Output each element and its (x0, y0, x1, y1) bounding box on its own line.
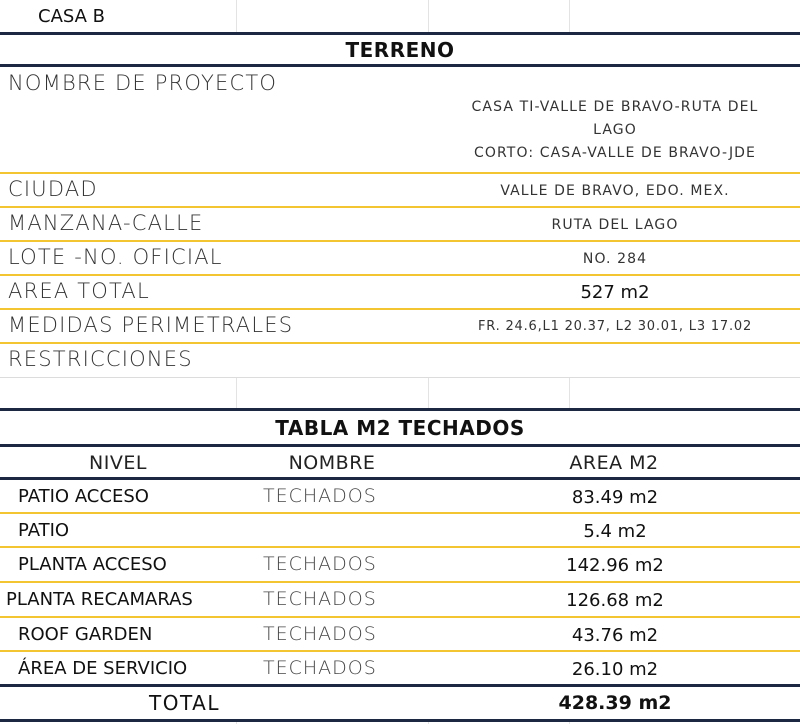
casa-row (0, 0, 800, 34)
terreno-label: NOMBRE DE PROYECTO (8, 71, 278, 95)
terreno-label: CIUDAD (8, 177, 98, 201)
terreno-heading-row (0, 35, 800, 67)
area-cell: 43.76 m2 (571, 625, 659, 646)
terreno-label: RESTRICCIONES (8, 347, 193, 371)
terreno-value-line: CASA TI-VALLE DE BRAVO-RUTA DEL (471, 99, 759, 115)
table-row (0, 514, 800, 548)
terreno-value-line: LAGO (593, 122, 637, 138)
terreno-row-area (0, 276, 800, 310)
total-row (0, 687, 800, 722)
column-header-nombre: NOMBRE (288, 452, 376, 474)
terreno-value: 527 m2 (580, 282, 650, 303)
casa-label: CASA B (38, 6, 106, 27)
total-value: 428.39 m2 (558, 692, 672, 714)
terreno-row-ciudad (0, 174, 800, 208)
table-row (0, 548, 800, 583)
techados-header-row (0, 447, 800, 480)
terreno-row-proyecto (0, 67, 800, 174)
column-header-nivel: NIVEL (89, 452, 147, 474)
area-cell: 5.4 m2 (583, 521, 647, 542)
nivel-cell: PATIO (18, 520, 70, 541)
terreno-row-medidas (0, 310, 800, 344)
terreno-title: TERRENO (345, 38, 455, 62)
area-cell: 126.68 m2 (566, 590, 664, 611)
nivel-cell: ROOF GARDEN (18, 624, 153, 645)
area-cell: 83.49 m2 (571, 487, 659, 508)
terreno-value-line: CORTO: CASA-VALLE DE BRAVO-JDE (474, 145, 756, 161)
terreno-label: MEDIDAS PERIMETRALES (8, 313, 294, 337)
column-header-area: AREA M2 (569, 452, 659, 474)
nombre-cell: TECHADOS (263, 657, 377, 679)
area-cell: 142.96 m2 (566, 555, 664, 576)
terreno-value: VALLE DE BRAVO, EDO. MEX. (500, 183, 730, 199)
terreno-value: NO. 284 (582, 251, 648, 267)
nivel-cell: PLANTA RECAMARAS (6, 589, 193, 610)
techados-heading-row (0, 411, 800, 447)
terreno-label: AREA TOTAL (8, 279, 150, 303)
nombre-cell: TECHADOS (263, 553, 377, 575)
techados-title: TABLA M2 TECHADOS (275, 416, 525, 440)
terreno-value: FR. 24.6,L1 20.37, L2 30.01, L3 17.02 (477, 319, 753, 334)
terreno-row-restricciones (0, 344, 800, 378)
terreno-label: LOTE -NO. OFICIAL (8, 245, 223, 269)
spacer-row (0, 378, 800, 410)
table-row (0, 652, 800, 687)
nivel-cell: ÁREA DE SERVICIO (18, 658, 188, 679)
nombre-cell: TECHADOS (263, 485, 377, 507)
terreno-row-manzana (0, 208, 800, 242)
terreno-label: MANZANA-CALLE (8, 211, 204, 235)
nombre-cell: TECHADOS (263, 588, 377, 610)
table-row (0, 480, 800, 514)
nivel-cell: PATIO ACCESO (18, 486, 149, 507)
nombre-cell: TECHADOS (263, 623, 377, 645)
table-row (0, 618, 800, 652)
terreno-row-lote (0, 242, 800, 276)
terreno-value: RUTA DEL LAGO (551, 217, 679, 233)
total-label: TOTAL (149, 691, 220, 715)
area-cell: 26.10 m2 (571, 659, 659, 680)
table-row (0, 583, 800, 618)
nivel-cell: PLANTA ACCESO (18, 554, 167, 575)
